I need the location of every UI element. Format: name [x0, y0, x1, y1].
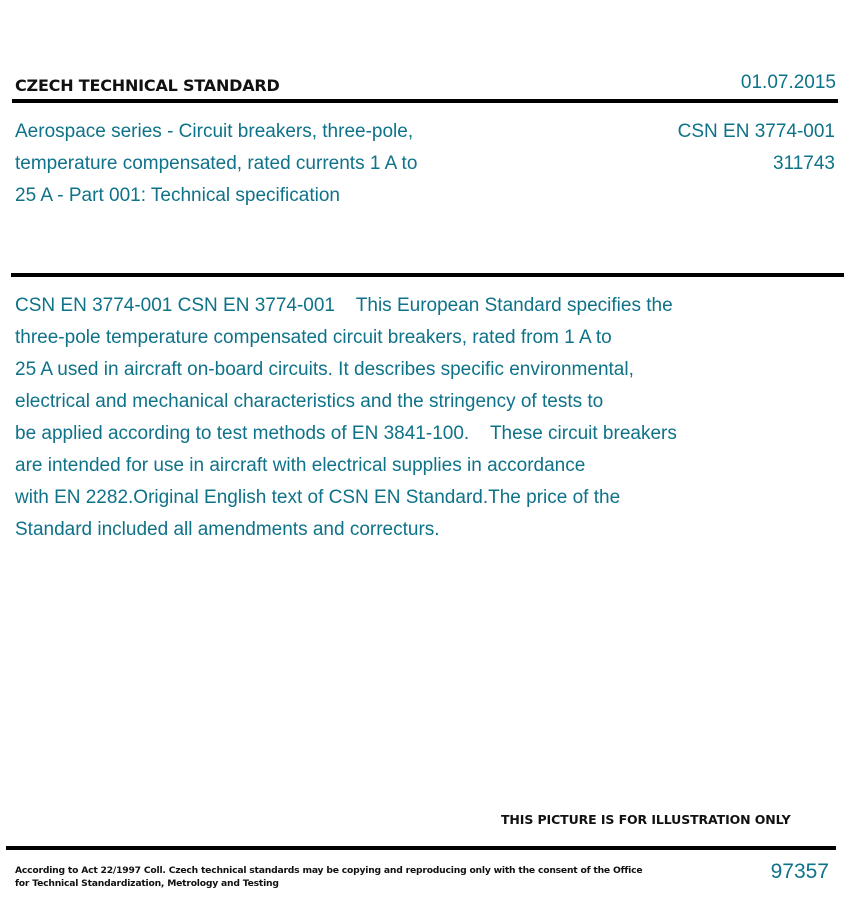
legal-line: According to Act 22/1997 Coll. Czech technical standards may be copying and reproducing only with the consent of the Office — [15, 865, 643, 876]
description-line: 25 A used in aircraft on-board circuits. It describes specific environmental, — [15, 359, 634, 380]
standard-code: CSN EN 3774-001 — [677, 121, 835, 142]
description-line: CSN EN 3774-001 CSN EN 3774-001 This European Standard specifies the — [15, 295, 673, 316]
title-line: 25 A - Part 001: Technical specification — [15, 185, 340, 206]
title-line: Aerospace series - Circuit breakers, three-pole, — [15, 121, 414, 142]
description-line: Standard included all amendments and correcturs. — [15, 519, 440, 540]
catalog-number: 311743 — [773, 153, 835, 174]
standard-title — [15, 116, 417, 212]
description-line: be applied according to test methods of EN 3841-100. These circuit breakers — [15, 423, 677, 444]
title-line: temperature compensated, rated currents 1 A to — [15, 153, 418, 174]
section-divider — [11, 273, 844, 277]
description-line: three-pole temperature compensated circuit breakers, rated from 1 A to — [15, 327, 612, 348]
description-line: with EN 2282.Original English text of CSN EN Standard.The price of the — [15, 487, 621, 508]
standard-description — [15, 290, 795, 546]
legal-line: for Technical Standardization, Metrology and Testing — [15, 878, 279, 889]
document-type-label: CZECH TECHNICAL STANDARD — [15, 76, 280, 95]
header-divider — [12, 99, 838, 103]
legal-notice — [15, 864, 642, 890]
footer-divider — [6, 846, 836, 850]
description-line: electrical and mechanical characteristics and the stringency of tests to — [15, 391, 604, 412]
document-number: 97357 — [770, 860, 829, 883]
illustration-note: THIS PICTURE IS FOR ILLUSTRATION ONLY — [501, 812, 791, 827]
standard-identifiers — [678, 116, 835, 180]
publication-date: 01.07.2015 — [740, 72, 836, 93]
description-line: are intended for use in aircraft with electrical supplies in accordance — [15, 455, 586, 476]
